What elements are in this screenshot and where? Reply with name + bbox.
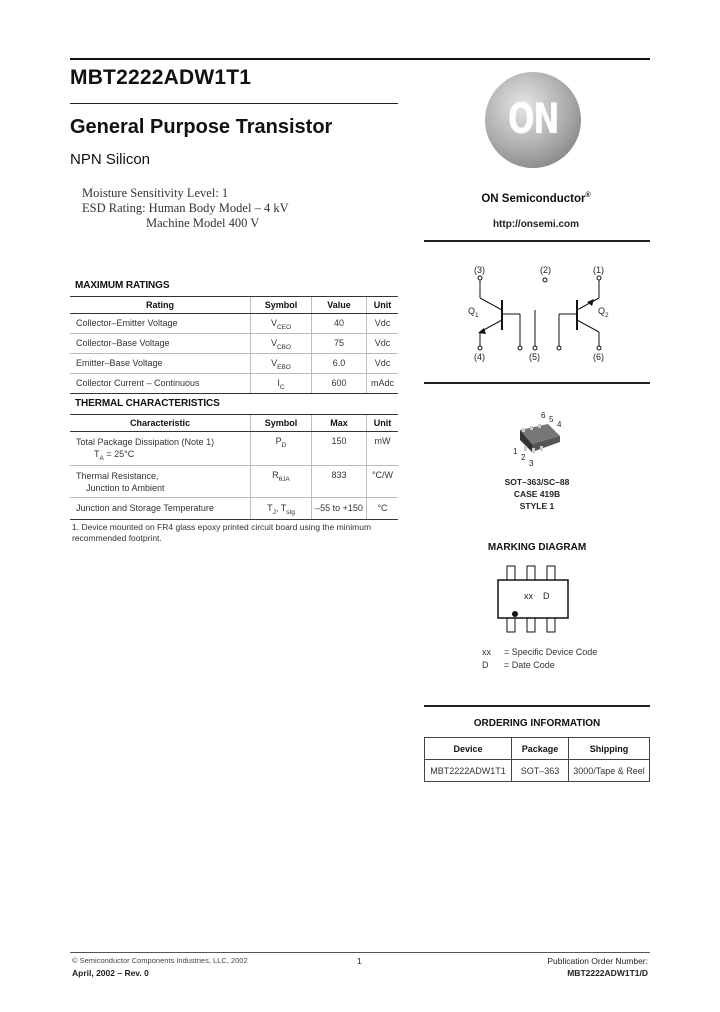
pkg-pin-3: 3 [529, 459, 534, 468]
title-rule [70, 103, 398, 104]
cell-rating: Collector–Base Voltage [70, 334, 251, 354]
q2-label: $Q_2$ [598, 306, 609, 319]
footer-pub-label: Publication Order Number: [547, 956, 648, 966]
col-header-value: Value [312, 297, 367, 314]
thermal-footnote: 1. Device mounted on FR4 glass epoxy printed circuit board using the minimum recommended footprint. [72, 522, 372, 543]
footer-page-number: 1 [357, 956, 362, 966]
cell-characteristic: Total Package Dissipation (Note 1) $T_A = 25^\circ C$ [70, 432, 251, 466]
pin-label-4: (4) [474, 352, 485, 362]
pin-label-2: (2) [540, 265, 551, 275]
table-row [70, 465, 398, 497]
marking-rule [424, 705, 650, 707]
pin-label-3: (3) [474, 265, 485, 275]
thermal-end-rule [70, 519, 398, 520]
col-header-symbol: Symbol [251, 415, 312, 432]
table-row [425, 760, 650, 782]
ordering-title: ORDERING INFORMATION [473, 718, 601, 729]
page-subtitle: NPN Silicon [70, 151, 151, 168]
url-rule [424, 240, 650, 242]
marking-title: MARKING DIAGRAM [487, 542, 587, 553]
cell-symbol: $V_{EBO}$ [251, 354, 312, 374]
company-url[interactable]: http://onsemi.com [492, 219, 580, 230]
cell-unit: Vdc [367, 314, 399, 334]
ordering-table [424, 737, 650, 782]
cell-rating: Collector–Emitter Voltage [70, 314, 251, 334]
cell-symbol: $T_J$, $T_{stg}$ [251, 497, 312, 519]
cell-characteristic: Junction and Storage Temperature [70, 497, 251, 519]
thermal-title: THERMAL CHARACTERISTICS [75, 398, 220, 409]
marking-chip-diagram [496, 564, 572, 640]
cell-symbol: $V_{CBO}$ [251, 334, 312, 354]
table-row [70, 314, 398, 334]
table-row [70, 354, 398, 374]
part-number: MBT2222ADW1T1 [70, 66, 252, 89]
legend-item: D = Date Code [482, 660, 555, 670]
col-header-characteristic: Characteristic [70, 415, 251, 432]
package-style: STYLE 1 [519, 501, 555, 511]
cell-value: 40 [312, 314, 367, 334]
pin-label-6: (6) [593, 352, 604, 362]
q1-label: $Q_1$ [468, 306, 479, 319]
cell-unit: °C/W [367, 465, 399, 497]
q1-transistor-symbol [478, 276, 522, 350]
cell-value: 6.0 [312, 354, 367, 374]
thermal-table [70, 414, 398, 519]
cell-value: 75 [312, 334, 367, 354]
package-name: SOT–363/SC–88 [504, 477, 570, 487]
cell-max: –55 to +150 [312, 497, 367, 519]
cell-value: 600 [312, 374, 367, 394]
pkg-pin-1: 1 [513, 447, 518, 456]
cell-symbol: $P_D$ [251, 432, 312, 466]
cell-unit: Vdc [367, 334, 399, 354]
table-row [70, 374, 398, 394]
table-row [70, 334, 398, 354]
col-header-package: Package [512, 738, 569, 760]
table-header-row [425, 738, 650, 760]
center-pin-symbol [533, 278, 547, 350]
legend-item: xx = Specific Device Code [482, 647, 598, 657]
pkg-pin-2: 2 [521, 453, 526, 462]
col-header-shipping: Shipping [569, 738, 650, 760]
max-ratings-table [70, 296, 398, 394]
table-header-row [70, 415, 398, 432]
table-row [70, 497, 398, 519]
cell-device: MBT2222ADW1T1 [425, 760, 512, 782]
note-msl: Moisture Sensitivity Level: 1 [82, 186, 229, 200]
pin-label-5: (5) [529, 352, 540, 362]
col-header-unit: Unit [367, 415, 399, 432]
schematic-rule [424, 382, 650, 384]
cell-rating: Collector Current – Continuous [70, 374, 251, 394]
cell-symbol: $V_{CEO}$ [251, 314, 312, 334]
cell-characteristic: Thermal Resistance, Junction to Ambient [70, 465, 251, 497]
cell-package: SOT–363 [512, 760, 569, 782]
table-header-row [70, 297, 398, 314]
max-ratings-end-rule [70, 393, 398, 394]
pkg-pin-4: 4 [557, 420, 562, 429]
company-name: ON Semiconductor® [481, 192, 591, 205]
cell-symbol: $R_{\theta JA}$ [251, 465, 312, 497]
col-header-device: Device [425, 738, 512, 760]
package-case: CASE 419B [513, 489, 561, 499]
cell-max: 833 [312, 465, 367, 497]
cell-unit: mAdc [367, 374, 399, 394]
cell-shipping: 3000/Tape & Reel [569, 760, 650, 782]
cell-unit: mW [367, 432, 399, 466]
cell-max: 150 [312, 432, 367, 466]
max-ratings-title: MAXIMUM RATINGS [75, 280, 170, 291]
col-header-rating: Rating [70, 297, 251, 314]
footer-rule [70, 952, 650, 953]
col-header-max: Max [312, 415, 367, 432]
note-esd-mm: Machine Model 400 V [146, 216, 260, 230]
col-header-symbol: Symbol [251, 297, 312, 314]
q2-transistor-symbol [557, 276, 601, 350]
footer-date: April, 2002 – Rev. 0 [72, 968, 149, 978]
note-esd-hbm: ESD Rating: Human Body Model – 4 kV [82, 201, 289, 215]
footer-copyright: © Semiconductor Components Industries, LLC, 2002 [72, 956, 248, 965]
pin-label-1: (1) [593, 265, 604, 275]
chip-marking-text: xx D [524, 591, 550, 601]
cell-unit: °C [367, 497, 399, 519]
top-rule [70, 58, 650, 60]
footer-pub-number: MBT2222ADW1T1/D [567, 968, 648, 978]
cell-rating: Emitter–Base Voltage [70, 354, 251, 374]
pkg-pin-5: 5 [549, 415, 554, 424]
cell-symbol: $I_C$ [251, 374, 312, 394]
pkg-pin-6: 6 [541, 411, 546, 420]
page-title: General Purpose Transistor [70, 116, 333, 138]
col-header-unit: Unit [367, 297, 399, 314]
on-logo: ON [485, 72, 581, 168]
cell-unit: Vdc [367, 354, 399, 374]
table-row [70, 432, 398, 466]
